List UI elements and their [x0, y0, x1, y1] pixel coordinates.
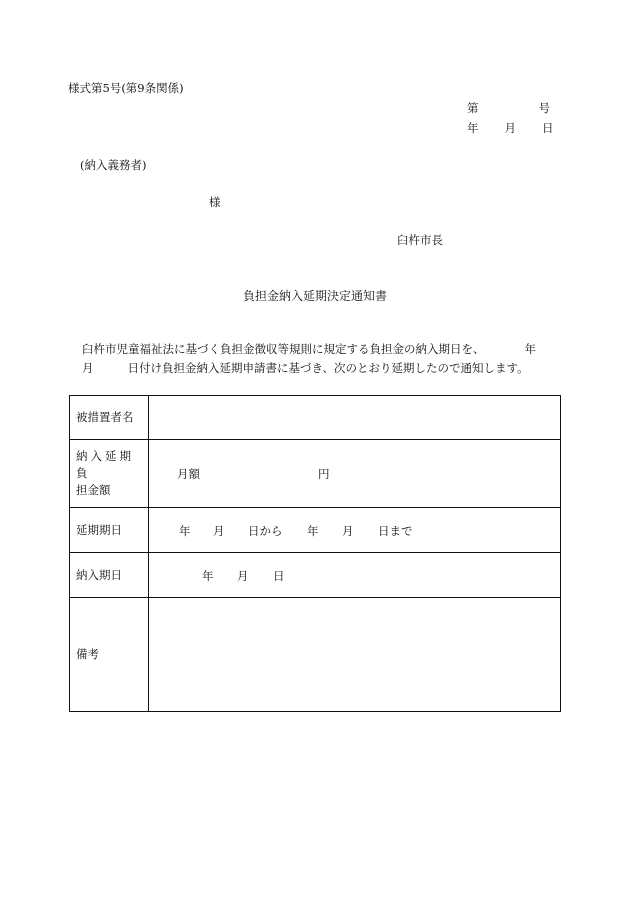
table-row: [70, 553, 561, 598]
monthly-label: 月額: [177, 467, 200, 481]
notice-line-2: [82, 359, 536, 378]
remarks-field[interactable]: [149, 598, 561, 712]
form-number: 様式第5号(第9条関係): [68, 81, 184, 95]
row-label-extension-date: 延期期日: [70, 508, 149, 553]
row-label-remarks: 備考: [70, 598, 149, 712]
pay-year: 年: [202, 569, 214, 583]
notice-line-1-year: 年: [524, 342, 536, 356]
ext-from-month: 月: [213, 524, 225, 538]
ext-from-year: 年: [179, 524, 191, 538]
yen-unit: 円: [318, 467, 330, 481]
notice-line-1-text: 臼杵市児童福祉法に基づく負担金徴収等規則に規定する負担金の納入期日を、: [82, 342, 485, 356]
date-day: 日: [542, 121, 554, 135]
issue-date-line: [467, 120, 554, 136]
number-prefix: 第: [467, 101, 479, 115]
notice-line-1: [82, 340, 536, 359]
number-suffix: 号: [538, 101, 550, 115]
issuer-mayor: 臼杵市長: [397, 233, 443, 247]
table-row: [70, 440, 561, 508]
notice-line-2-month: 月: [82, 361, 94, 375]
document-number-line: [467, 100, 550, 116]
extension-period-field[interactable]: [149, 508, 561, 553]
ext-to-year: 年: [307, 524, 319, 538]
beneficiary-name-field[interactable]: [149, 396, 561, 440]
honorific-sama: 様: [209, 195, 221, 209]
pay-day: 日: [273, 569, 285, 583]
row-label-payment-date: 納入期日: [70, 553, 149, 598]
notice-table: [69, 395, 561, 712]
amount-field[interactable]: [149, 440, 561, 508]
date-month: 月: [504, 121, 516, 135]
notice-body: [82, 340, 536, 378]
ext-to-month: 月: [342, 524, 354, 538]
payment-date-field[interactable]: [149, 553, 561, 598]
ext-from-day: 日から: [248, 524, 283, 538]
table-row: [70, 396, 561, 440]
date-year: 年: [467, 121, 479, 135]
payer-label: (納入義務者): [80, 158, 147, 172]
row-label-beneficiary: 被措置者名: [70, 396, 149, 440]
document-title: 負担金納入延期決定通知書: [242, 289, 387, 303]
table-row: [70, 598, 561, 712]
ext-to-day: 日まで: [378, 524, 413, 538]
row-label-amount: 納入延期負 担金額: [70, 440, 149, 508]
table-row: [70, 508, 561, 553]
pay-month: 月: [237, 569, 249, 583]
notice-line-2-text: 日付け負担金納入延期申請書に基づき、次のとおり延期したので通知します。: [127, 361, 529, 375]
